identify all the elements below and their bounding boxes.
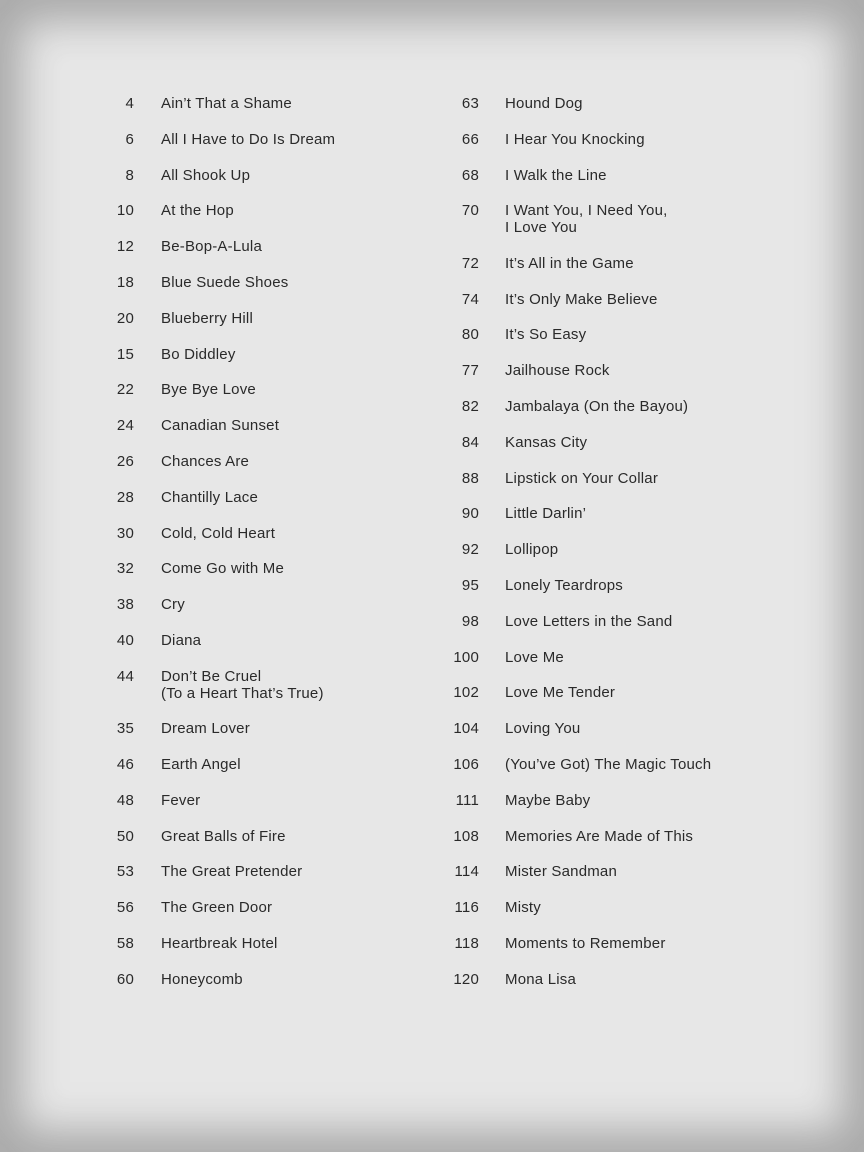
entry-page-number: 106	[453, 755, 479, 773]
entry-page-number: 77	[461, 362, 479, 380]
entry-page-number: 22	[116, 381, 134, 399]
entry-page-number: 120	[453, 970, 479, 988]
entry-page-number: 102	[453, 684, 479, 702]
entry-title: All I Have to Do Is Dream	[161, 130, 336, 148]
entry-page-number: 15	[116, 345, 134, 363]
entry-page-number: 66	[461, 130, 479, 148]
entry-page-number: 118	[454, 934, 479, 952]
entry-title: Honeycomb	[161, 970, 243, 988]
entry-title: Ain’t That a Shame	[161, 95, 292, 112]
entry-title: Earth Angel	[161, 755, 241, 773]
entry-title: Cold, Cold Heart	[161, 524, 276, 542]
entry-page-number: 98	[461, 612, 479, 630]
entry-page-number: 80	[461, 326, 479, 344]
entry-title: All Shook Up	[161, 166, 251, 184]
entry-title: Mister Sandman	[505, 863, 618, 881]
entry-page-number: 58	[116, 934, 134, 952]
entry-page-number: 53	[116, 863, 134, 881]
entry-page-number: 4	[125, 95, 134, 112]
entry-title: Jambalaya (On the Bayou)	[505, 397, 689, 415]
entry-title: Misty	[505, 899, 541, 917]
entry-page-number: 92	[461, 541, 479, 559]
entry-page-number: 56	[116, 899, 134, 917]
entry-title: Loving You	[505, 720, 581, 738]
entry-page-number: 63	[461, 95, 479, 112]
entry-title: Diana	[161, 632, 202, 649]
entry-page-number: 48	[116, 791, 134, 809]
entry-title: Love Letters in the Sand	[505, 612, 673, 630]
entry-title: Lonely Teardrops	[505, 576, 623, 594]
entry-page-number: 32	[116, 560, 134, 578]
entry-title: Blueberry Hill	[161, 309, 253, 327]
entry-title: Chances Are	[161, 453, 250, 470]
entry-page-number: 60	[116, 970, 134, 988]
entry-title: Canadian Sunset	[161, 417, 280, 435]
entry-title: Mona Lisa	[505, 970, 577, 988]
entry-title: Love Me Tender	[505, 684, 616, 702]
entry-page-number: 46	[116, 755, 134, 773]
entry-page-number: 114	[454, 863, 479, 881]
entry-page-number: 28	[116, 488, 134, 506]
entry-title: The Great Pretender	[161, 863, 303, 881]
entry-page-number: 35	[116, 720, 134, 738]
entry-title: Heartbreak Hotel	[161, 934, 278, 952]
entry-title: Maybe Baby	[505, 791, 591, 809]
entry-title: Memories Are Made of This	[505, 827, 694, 845]
entry-page-number: 8	[125, 166, 134, 184]
entry-page-number: 84	[461, 433, 479, 451]
entry-title: I Hear You Knocking	[505, 130, 645, 148]
entry-page-number: 95	[461, 576, 479, 594]
entry-page-number: 26	[116, 453, 134, 470]
entry-title: Lollipop	[505, 541, 559, 559]
entry-title: Come Go with Me	[161, 560, 285, 578]
entry-page-number: 72	[461, 254, 479, 272]
entry-page-number: 70	[461, 202, 479, 220]
entry-page-number: 12	[116, 238, 134, 256]
entry-page-number: 38	[116, 596, 134, 614]
entry-page-number: 90	[461, 505, 479, 523]
entry-title: It’s All in the Game	[505, 254, 634, 272]
entry-title: Don’t Be Cruel (To a Heart That’s True)	[161, 667, 324, 702]
entry-page-number: 40	[116, 632, 134, 649]
entry-title: Lipstick on Your Collar	[505, 469, 659, 487]
entry-title: The Green Door	[161, 899, 273, 917]
entry-title: Jailhouse Rock	[505, 362, 610, 380]
entry-page-number: 18	[116, 274, 134, 291]
entry-title: I Walk the Line	[505, 166, 607, 184]
entry-title: Be-Bop-A-Lula	[161, 238, 262, 256]
entry-page-number: 68	[461, 166, 479, 184]
entry-page-number: 116	[454, 899, 479, 917]
entry-title: Kansas City	[505, 433, 588, 451]
entry-title: Chantilly Lace	[161, 488, 259, 506]
entry-page-number: 10	[116, 202, 134, 220]
entry-page-number: 74	[461, 290, 479, 308]
entry-title: (You’ve Got) The Magic Touch	[505, 755, 712, 773]
entry-page-number: 20	[116, 309, 134, 327]
entry-title: Bo Diddley	[161, 345, 236, 363]
entry-title: Cry	[161, 596, 185, 614]
entry-title: Little Darlin’	[505, 505, 587, 523]
entry-page-number: 100	[453, 648, 479, 666]
entry-page-number: 108	[453, 827, 479, 845]
entry-page-number: 24	[116, 417, 134, 435]
entry-title: Love Me	[505, 648, 564, 666]
entry-page-number: 44	[116, 667, 134, 685]
entry-page-number: 88	[461, 469, 479, 487]
entry-title: Moments to Remember	[505, 934, 666, 952]
entry-page-number: 104	[453, 720, 479, 738]
entry-title: Blue Suede Shoes	[161, 274, 289, 291]
entry-title: At the Hop	[161, 202, 234, 220]
entry-title: It’s Only Make Believe	[505, 290, 658, 308]
entry-title: It’s So Easy	[505, 326, 587, 344]
entry-title: I Want You, I Need You, I Love You	[505, 202, 668, 237]
entry-page-number: 6	[125, 130, 134, 148]
entry-page-number: 111	[455, 791, 479, 809]
entry-title: Bye Bye Love	[161, 381, 256, 399]
entry-title: Fever	[161, 791, 201, 809]
entry-title: Dream Lover	[161, 720, 250, 738]
entry-title: Great Balls of Fire	[161, 827, 286, 845]
entry-title: Hound Dog	[505, 95, 583, 112]
entry-page-number: 82	[461, 397, 479, 415]
entry-page-number: 50	[116, 827, 134, 845]
entry-page-number: 30	[116, 524, 134, 542]
